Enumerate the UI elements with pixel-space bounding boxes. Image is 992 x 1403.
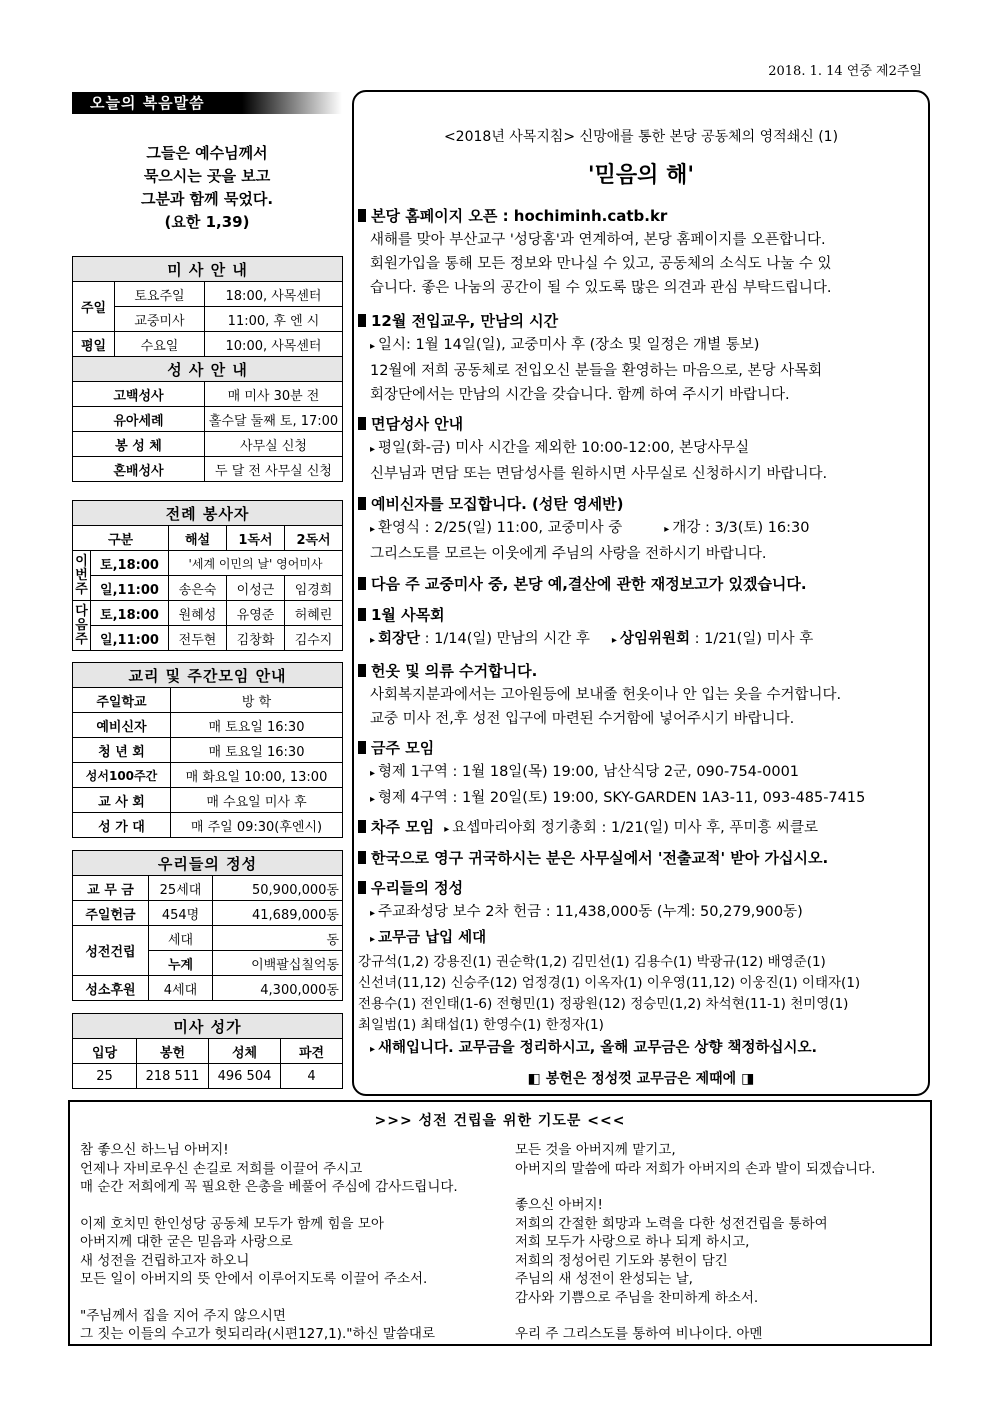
prayer-line: 저희의 정성어린 기도와 봉헌이 담긴 [515, 1252, 728, 1269]
triangle-bullet-icon: ▸ [611, 635, 617, 646]
sacrament-value: 사무실 신청 [205, 432, 343, 457]
section-title: 면담성사 안내 [371, 415, 464, 433]
servers-col: 1독서 [227, 526, 285, 551]
gospel-line: 그들은 예수님께서 [146, 144, 268, 162]
server-time: 일,11:00 [91, 576, 169, 601]
gospel-line: 묵으시는 곳을 보고 [143, 167, 271, 185]
prayer-line: 그 짓는 이들의 수고가 헛되리라(시편127,1)."하신 말씀대로 [80, 1326, 435, 1342]
triangle-bullet-icon: ▸ [664, 524, 670, 535]
triangle-bullet-icon: ▸ [370, 768, 376, 779]
mass-heading: 미 사 안 내 [73, 257, 343, 282]
server-name: 송은숙 [169, 576, 227, 601]
mass-name: 토요주일 [115, 282, 205, 307]
sacrament-value: 매 미사 30분 전 [205, 382, 343, 407]
section-bullet: 요셉마리아회 정기총회 : 1/21(일) 미사 후, 푸미흥 씨클로 [452, 820, 818, 836]
server-name: 허혜린 [285, 601, 343, 626]
prayer-line: "주님께서 집을 지어 주지 않으시면 [80, 1307, 286, 1324]
sidebar-info-table [72, 256, 343, 482]
prayer-line: 참 좋으신 하느님 아버지! [80, 1142, 229, 1158]
meeting-value: 매 주일 09:30(후엔시) [171, 813, 343, 838]
prayer-line: 이제 호치민 한인성당 공동체 모두가 함께 힘을 모아 [80, 1215, 384, 1232]
section-bullet: 환영식 : 2/25(일) 11:00, 교중미사 중 [378, 520, 623, 536]
meeting-name: 청 년 회 [73, 738, 171, 763]
square-bullet-icon [358, 741, 366, 754]
section-title: 헌옷 및 의류 수거합니다. [371, 662, 538, 680]
mass-name: 수요일 [115, 332, 205, 357]
square-bullet-icon [358, 820, 366, 833]
prayer-line: 모든 일이 아버지의 뜻 안에서 이루어지도록 이끌어 주소서. [80, 1271, 428, 1287]
server-name: 김수지 [285, 626, 343, 651]
section-bullet: 평일(화-금) 미사 시간을 제외한 10:00-12:00, 본당사무실 [378, 440, 750, 456]
triangle-bullet-icon: ▸ [370, 908, 376, 919]
section-bullet: : 1/14(일) 만남의 시간 후 [420, 631, 590, 647]
this-week-label: 이번주 [73, 551, 91, 601]
server-time: 일,11:00 [91, 626, 169, 651]
offering-name: 교 무 금 [73, 876, 149, 901]
prayer-line: 아버지께 대한 굳은 믿음과 사랑으로 [80, 1234, 293, 1250]
servers-col: 해설 [169, 526, 227, 551]
prayer-line: 저희의 간절한 희망과 노력을 다한 성전건립을 통하여 [515, 1215, 828, 1232]
section-title: 예비신자를 모집합니다. (성탄 영세반) [371, 495, 624, 513]
sacrament-name: 봉 성 체 [73, 432, 205, 457]
meeting-value: 매 화요일 10:00, 13:00 [171, 763, 343, 788]
hymns-heading: 미사 성가 [73, 1014, 343, 1039]
offerings-heading: 우리들의 정성 [73, 851, 343, 876]
hymn-col: 봉헌 [137, 1039, 209, 1064]
hymn-number: 496 504 [209, 1064, 281, 1089]
section-clothes-drive [358, 659, 928, 731]
section-newcomers [358, 309, 928, 407]
prayer-line: 언제나 자비로우신 손길로 저희를 이끌어 주시고 [80, 1160, 363, 1177]
server-note: '세계 이민의 날' 영어미사 [169, 551, 343, 576]
section-catechumens [358, 492, 928, 566]
meeting-name: 성 가 대 [73, 813, 171, 838]
square-bullet-icon [358, 851, 366, 864]
mass-time: 18:00, 사목센터 [205, 282, 343, 307]
server-name: 임경희 [285, 576, 343, 601]
offering-count: 4세대 [149, 976, 213, 1001]
square-bullet-icon [358, 417, 366, 430]
square-bullet-icon [358, 881, 366, 894]
hymn-col: 파견 [281, 1039, 343, 1064]
section-title: 다음 주 교중미사 중, 본당 예,결산에 관한 재정보고가 있겠습니다. [371, 575, 807, 593]
sacraments-heading: 성 사 안 내 [73, 357, 343, 382]
section-title: 한국으로 영구 귀국하시는 분은 사무실에서 '전출교적' 받아 가십시오. [371, 849, 829, 867]
triangle-bullet-icon: ▸ [370, 1044, 376, 1055]
offering-name: 성전건립 [73, 926, 149, 976]
donor-line: 신선녀(11,12) 신승주(12) 엄정경(1) 이옥자(1) 이우영(11,12) 이웅진(1) 이태자(1) [358, 975, 861, 991]
mass-time: 10:00, 사목센터 [205, 332, 343, 357]
section-line: 회원가입을 통해 모든 정보와 만나실 수 있고, 공동체의 소식도 나눌 수 있 [370, 256, 832, 272]
hymns-table [72, 1013, 343, 1089]
gospel-verse [72, 142, 342, 234]
section-bullet: 형제 4구역 : 1월 20일(토) 19:00, SKY-GARDEN 1A3-11, 093-485-7415 [378, 790, 866, 806]
hymn-number: 218 511 [137, 1064, 209, 1089]
prayer-line: 새 성전을 건립하고자 하오니 [80, 1252, 250, 1269]
meetings-heading: 교리 및 주간모임 안내 [73, 663, 343, 688]
sacrament-name: 유아세례 [73, 407, 205, 432]
section-next-week-meetings [358, 815, 928, 842]
offering-count: 25세대 [149, 876, 213, 901]
square-bullet-icon [358, 314, 366, 327]
prayer-right-column [515, 1141, 925, 1344]
square-bullet-icon [358, 577, 366, 590]
gospel-line: 그분과 함께 묵었다. [140, 190, 274, 208]
sacrament-name: 고백성사 [73, 382, 205, 407]
triangle-bullet-icon: ▸ [370, 934, 376, 945]
section-title: 우리들의 정성 [371, 879, 464, 897]
building-label: 세대 [149, 926, 213, 951]
section-bullet: 형제 1구역 : 1월 18일(목) 19:00, 남산식당 2군, 090-754-0001 [378, 764, 800, 780]
meetings-table [72, 662, 343, 838]
section-offerings [358, 876, 928, 1062]
section-bullet: 주교좌성당 보수 2차 헌금 : 11,438,000동 (누계: 50,279,900동) [378, 904, 803, 920]
gospel-reference: (요한 1,39) [164, 213, 250, 231]
prayer-line: 모든 것을 아버지께 맡기고, [515, 1142, 676, 1158]
section-line: 사회복지분과에서는 고아원등에 보내줄 헌옷이나 안 입는 옷을 수거합니다. [370, 687, 842, 703]
mass-name: 교중미사 [115, 307, 205, 332]
triangle-bullet-icon: ▸ [444, 824, 450, 835]
server-time: 토,18:00 [91, 601, 169, 626]
prayer-title: >>> 성전 건립을 위한 기도문 <<< [374, 1113, 626, 1129]
section-bullet: 일시: 1월 14일(일), 교중미사 후 (장소 및 일정은 개별 통보) [378, 337, 760, 353]
section-line: 12월에 저희 공동체로 전입오신 분들을 환영하는 마음으로, 본당 사목회 [370, 363, 823, 379]
sacrament-value: 홀수달 둘째 토, 17:00 [205, 407, 343, 432]
offering-slogan: ◧ 봉헌은 정성껏 교무금은 제때에 ◨ [527, 1071, 755, 1087]
section-title: 금주 모임 [371, 739, 435, 757]
section-line: 신부님과 면담 또는 면담성사를 원하시면 사무실로 신청하시기 바랍니다. [370, 466, 828, 482]
offerings-table [72, 850, 343, 1001]
prayer-line: 감사와 기쁨으로 주님을 찬미하게 하소서. [515, 1289, 759, 1306]
meeting-value: 매 토요일 16:30 [171, 713, 343, 738]
section-bullet: 개강 : 3/3(토) 16:30 [672, 520, 810, 536]
server-name: 원혜성 [169, 601, 227, 626]
triangle-bullet-icon: ▸ [370, 635, 376, 646]
servers-table [72, 500, 343, 651]
servers-col: 2독서 [285, 526, 343, 551]
offering-name: 성소후원 [73, 976, 149, 1001]
section-line: 습니다. 좋은 나눔의 공간이 될 수 있도록 많은 의견과 관심 부탁드립니다. [370, 280, 832, 296]
section-bullet: 교무금 납입 세대 [378, 930, 487, 946]
servers-heading: 전례 봉사자 [73, 501, 343, 526]
server-name: 유영준 [227, 601, 285, 626]
mass-time: 11:00, 후 엔 시 [205, 307, 343, 332]
prayer-line: 우리 주 그리스도를 통하여 비나이다. 아멘 [515, 1326, 763, 1342]
building-label: 누계 [149, 951, 213, 976]
meeting-value: 매 수요일 미사 후 [171, 788, 343, 813]
prayer-line: 저희 모두가 사랑으로 하나 되게 하시고, [515, 1234, 750, 1250]
section-this-week-meetings [358, 736, 928, 812]
offering-amount: 4,300,000동 [213, 976, 343, 1001]
weekday-label: 평일 [73, 332, 115, 357]
triangle-bullet-icon: ▸ [370, 341, 376, 352]
server-name: 전두현 [169, 626, 227, 651]
square-bullet-icon [358, 608, 366, 621]
hymn-col: 성체 [209, 1039, 281, 1064]
section-pastoral-council [358, 603, 928, 653]
next-week-label: 다음주 [73, 601, 91, 651]
meeting-value: 매 토요일 16:30 [171, 738, 343, 763]
sacrament-name: 혼배성사 [73, 457, 205, 482]
section-line: 새해를 맞아 부산교구 '성당홈'과 연계하여, 본당 홈페이지를 오픈합니다. [370, 232, 826, 248]
sunday-label: 주일 [73, 282, 115, 332]
section-finance-report [358, 572, 928, 596]
prayer-line: 좋으신 아버지! [515, 1197, 603, 1213]
section-homepage [358, 204, 928, 300]
section-bullet: : 1/21(일) 미사 후 [690, 631, 814, 647]
bulletin-date: 2018. 1. 14 연중 제2주일 [768, 64, 922, 79]
triangle-bullet-icon: ▸ [370, 444, 376, 455]
building-value: 동 [213, 926, 343, 951]
offering-count: 454명 [149, 901, 213, 926]
bullet-label: 회장단 [378, 631, 421, 647]
donor-line: 강규석(1,2) 강용진(1) 권순학(1,2) 김민선(1) 김용수(1) 박광규(12) 배영준(1) [358, 954, 826, 970]
section-bullet: 새해입니다. 교무금을 정리하시고, 올해 교무금은 상향 책정하십시오. [378, 1040, 818, 1056]
server-name: 김창화 [227, 626, 285, 651]
meeting-value: 방 학 [171, 688, 343, 713]
servers-col: 구분 [73, 526, 169, 551]
hymn-number: 4 [281, 1064, 343, 1089]
meeting-name: 예비신자 [73, 713, 171, 738]
section-counseling [358, 412, 928, 486]
triangle-bullet-icon: ▸ [370, 794, 376, 805]
year-theme: '믿음의 해' [587, 163, 695, 188]
donor-line: 최일범(1) 최태섭(1) 한영수(1) 한정자(1) [358, 1017, 604, 1033]
server-time: 토,18:00 [91, 551, 169, 576]
section-line: 그리스도를 모르는 이웃에게 주님의 사랑을 전하시기 바랍니다. [370, 546, 767, 562]
section-title: 본당 홈페이지 오픈 : hochiminh.catb.kr [371, 207, 668, 225]
square-bullet-icon [358, 664, 366, 677]
section-transfer-notice [358, 846, 928, 870]
gospel-heading: 오늘의 복음말씀 [72, 92, 342, 114]
triangle-bullet-icon: ▸ [370, 524, 376, 535]
pastoral-guideline: <2018년 사목지침> 신망애를 통한 본당 공동체의 영적쇄신 (1) [443, 129, 839, 145]
meeting-name: 교 사 회 [73, 788, 171, 813]
section-title: 차주 모임 [371, 818, 435, 836]
hymn-col: 입당 [73, 1039, 137, 1064]
hymn-number: 25 [73, 1064, 137, 1089]
building-value: 이백팔십칠억동 [213, 951, 343, 976]
prayer-line: 아버지의 말씀에 따라 저희가 아버지의 손과 발이 되겠습니다. [515, 1160, 876, 1177]
prayer-line: 매 순간 저희에게 꼭 필요한 은총을 베풀어 주심에 감사드립니다. [80, 1179, 458, 1195]
prayer-line: 주님의 새 성전이 완성되는 날, [515, 1271, 693, 1287]
server-name: 이성근 [227, 576, 285, 601]
offering-amount: 41,689,000동 [213, 901, 343, 926]
square-bullet-icon [358, 209, 366, 222]
meeting-name: 성서100주간 [73, 763, 171, 788]
section-line: 회장단에서는 만남의 시간을 갖습니다. 함께 하여 주시기 바랍니다. [370, 387, 790, 403]
meeting-name: 주일학교 [73, 688, 171, 713]
prayer-left-column [80, 1141, 500, 1344]
section-line: 교중 미사 전,후 성전 입구에 마련된 수거함에 넣어주시기 바랍니다. [370, 711, 795, 727]
section-title: 1월 사목회 [371, 606, 445, 624]
bullet-label: 상임위원회 [619, 631, 690, 647]
donor-line: 전용수(1) 전인태(1-6) 전형민(1) 정광원(12) 정승민(1,2) 차석현(11-1) 천미영(1) [358, 996, 849, 1012]
section-title: 12월 전입교우, 만남의 시간 [371, 312, 559, 330]
offering-name: 주일헌금 [73, 901, 149, 926]
square-bullet-icon [358, 497, 366, 510]
sacrament-value: 두 달 전 사무실 신청 [205, 457, 343, 482]
offering-amount: 50,900,000동 [213, 876, 343, 901]
